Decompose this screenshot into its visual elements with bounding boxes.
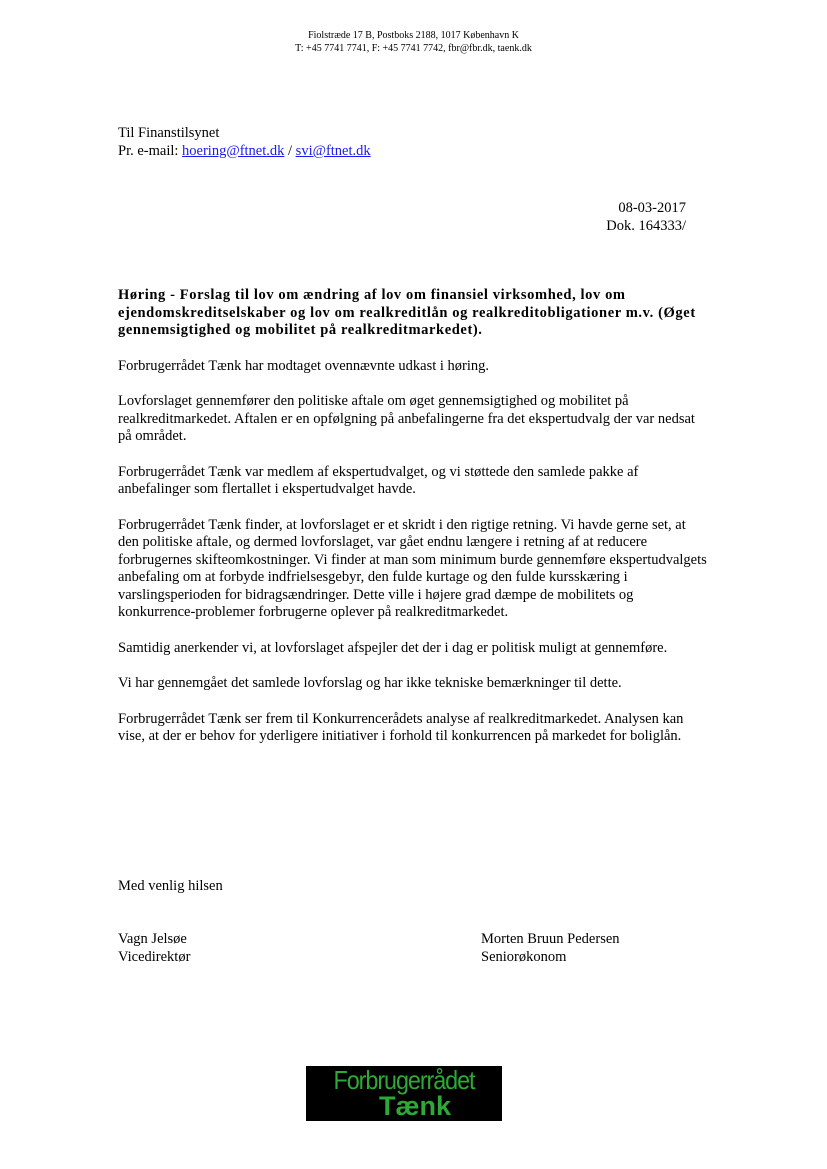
letterhead (0, 29, 827, 55)
recipient-name: Til Finanstilsynet (118, 125, 220, 141)
paragraph: Forbrugerrådet Tænk finder, at lovforslaget er et skridt i den rigtige retning. Vi havde gerne set, at den politiske aftale, og dermed lovforslaget, var gået endnu længere i retning af at reducere forbrugernes skifteomkostninger. Vi finder at man som minimum burde gennemføre ekspertudvalgets anbefaling om at forbyde indfrielsesgebyr, den fulde kurtage og den fulde kursskæring i varslingsperioden for bidragsændringer. Dette ville i højere grad dæmpe de mobilitets og konkurrence-problemer forbrugerne oplever på realkreditmarkedet. (118, 516, 707, 620)
email-separator: / (288, 143, 293, 159)
paragraph: Lovforslaget gennemfører den politiske aftale om øget gennemsigtighed og mobilitet på realkreditmarkedet. Aftalen er en opfølgning på anbefalingerne fra det ekspertudvalg der var nedsat på området. (118, 393, 695, 444)
email-link-svi[interactable]: svi@ftnet.dk (295, 143, 371, 159)
signatory-name: Morten Bruun Pedersen (481, 931, 620, 947)
logo-line-1: Forbrugerrådet (333, 1066, 475, 1095)
signature-left (118, 930, 190, 966)
email-prefix: Pr. e-mail: (118, 143, 179, 159)
closing-salutation: Med venlig hilsen (118, 878, 223, 894)
paragraph: Forbrugerrådet Tænk har modtaget ovennævnte udkast i høring. (118, 357, 490, 374)
paragraph: Vi har gennemgået det samlede lovforslag og har ikke tekniske bemærkninger til dette. (118, 675, 622, 691)
letter-subject: Høring - Forslag til lov om ændring af lov om finansiel virksomhed, lov om ejendomskreditselskaber og lov om realkreditlån og realkreditobligationer m.v. (Øget gennemsigtighed og mobilitet på realkreditmarkedet). (118, 287, 696, 338)
email-link-hoering[interactable]: hoering@ftnet.dk (182, 143, 285, 159)
paragraph: Samtidig anerkender vi, at lovforslaget afspejler det der i dag er politisk muligt at gennemføre. (118, 639, 668, 656)
recipient-email-line (118, 142, 371, 160)
signatory-name: Vagn Jelsøe (118, 931, 187, 947)
paragraph: Forbrugerrådet Tænk var medlem af ekspertudvalget, og vi støttede den samlede pakke af anbefalinger som flertallet i ekspertudvalget havde. (118, 463, 639, 497)
signature-right (481, 930, 620, 966)
logo-line-2: Tænk (378, 1091, 451, 1121)
recipient-block (118, 124, 371, 160)
forbrugerraadet-logo (306, 1066, 502, 1121)
letter-date: 08-03-2017 (618, 200, 686, 216)
address-line: Fiolstræde 17 B, Postboks 2188, 1017 København K (308, 30, 519, 41)
date-block (606, 199, 686, 235)
signatory-title: Seniorøkonom (481, 949, 567, 965)
document-reference: Dok. 164333/ (606, 218, 686, 234)
contact-line: T: +45 7741 7741, F: +45 7741 7742, fbr@fbr.dk, taenk.dk (295, 43, 532, 54)
letter-body (118, 287, 708, 764)
paragraph: Forbrugerrådet Tænk ser frem til Konkurrencerådets analyse af realkreditmarkedet. Analysen kan vise, at der er behov for yderligere initiativer i forhold til konkurrencen på markedet for boliglån. (118, 710, 684, 744)
signatory-title: Vicedirektør (118, 949, 191, 965)
